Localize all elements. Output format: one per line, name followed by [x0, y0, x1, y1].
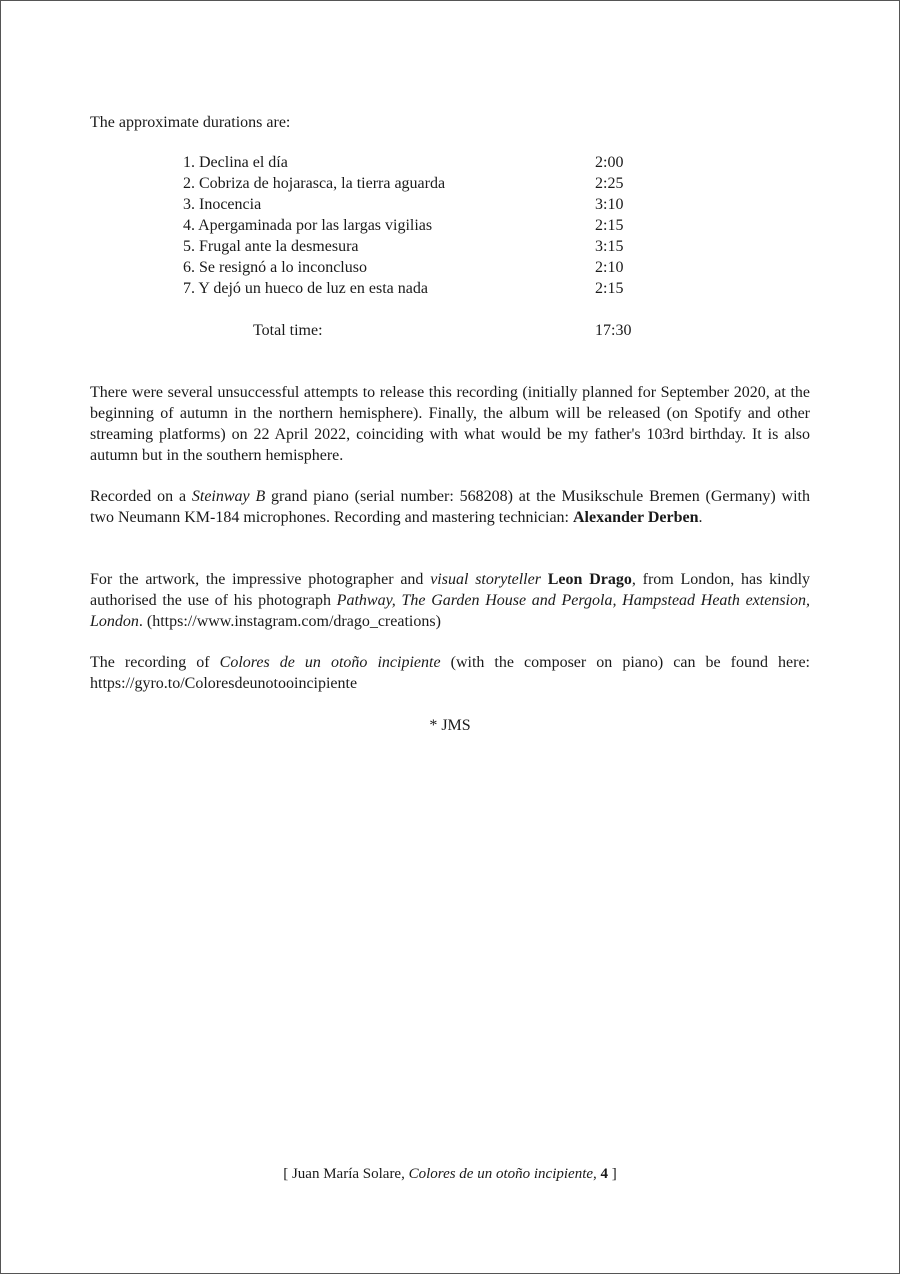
- footer-text: [ Juan María Solare,: [283, 1166, 409, 1182]
- signature: * JMS: [429, 717, 471, 734]
- track-list: [183, 152, 655, 341]
- page-number: 4: [600, 1166, 609, 1182]
- artwork-text: . (https://www.instagram.com/drago_creations): [138, 613, 441, 630]
- recording-paragraph: [90, 486, 810, 528]
- track-row: [183, 215, 655, 236]
- page-content: [90, 112, 811, 734]
- page-footer: [0, 1166, 900, 1183]
- track-title: 2. Cobriza de hojarasca, la tierra aguarda: [183, 175, 446, 192]
- artwork-text: , from London, has kindly authorised the use of his photograph: [90, 571, 811, 609]
- artwork-text: For the artwork, the impressive photographer and: [90, 571, 431, 588]
- total-value: 17:30: [595, 322, 632, 339]
- photographer-role: visual storyteller: [430, 571, 541, 588]
- track-row: [183, 257, 655, 278]
- photo-title: Pathway, The Garden House and Pergola, Hampstead Heath extension, London: [90, 592, 810, 630]
- artwork-paragraph: [90, 569, 810, 632]
- link-text: (with the composer on piano) can be found here: https://gyro.to/Coloresdeunotooincipiente: [90, 654, 810, 692]
- track-duration: 2:15: [595, 217, 624, 234]
- recording-text: .: [698, 509, 703, 526]
- recording-text: grand piano (serial number: 568208) at the Musikschule Bremen (Germany) with two Neumann KM-184 microphones. Recording and mastering technician:: [90, 488, 811, 526]
- piano-model: Steinway B: [191, 488, 266, 505]
- track-duration: 3:10: [595, 196, 624, 213]
- track-title: 1. Declina el día: [183, 154, 288, 171]
- work-title: Colores de un otoño incipiente: [219, 654, 441, 671]
- technician-name: Alexander Derben: [573, 509, 699, 526]
- artwork-text: [541, 571, 548, 588]
- total-row: [183, 299, 655, 341]
- footer-text: ]: [608, 1166, 617, 1182]
- track-title: 4. Apergaminada por las largas vigilias: [183, 217, 433, 234]
- track-title: 5. Frugal ante la desmesura: [183, 238, 359, 255]
- link-paragraph: [90, 652, 810, 694]
- track-row: [183, 236, 655, 257]
- track-row: [183, 278, 655, 299]
- track-duration: 3:15: [595, 238, 624, 255]
- photographer-name: Leon Drago: [547, 571, 632, 588]
- track-title: 7. Y dejó un hueco de luz en esta nada: [183, 280, 428, 297]
- footer-work-title: Colores de un otoño incipiente: [408, 1166, 594, 1182]
- release-paragraph: There were several unsuccessful attempts to release this recording (initially planned for September 2020, at the beginning of autumn in the northern hemisphere). Finally, the album will be released (on Spotify and other streaming platforms) on 22 April 2022, coinciding with what would be my father's 103rd birthday. It is also autumn but in the southern hemisphere.: [90, 384, 810, 464]
- track-row: [183, 152, 655, 173]
- durations-intro: The approximate durations are:: [90, 114, 291, 131]
- link-text: The recording of: [90, 654, 220, 671]
- track-row: [183, 194, 655, 215]
- track-title: 6. Se resignó a lo inconcluso: [183, 259, 367, 276]
- track-duration: 2:25: [595, 175, 624, 192]
- recording-text: Recorded on a: [90, 488, 192, 505]
- track-row: [183, 173, 655, 194]
- footer-text: ,: [593, 1166, 601, 1182]
- track-title: 3. Inocencia: [183, 196, 262, 213]
- track-duration: 2:00: [595, 154, 624, 171]
- total-label: Total time:: [253, 322, 323, 339]
- track-duration: 2:10: [595, 259, 624, 276]
- track-duration: 2:15: [595, 280, 624, 297]
